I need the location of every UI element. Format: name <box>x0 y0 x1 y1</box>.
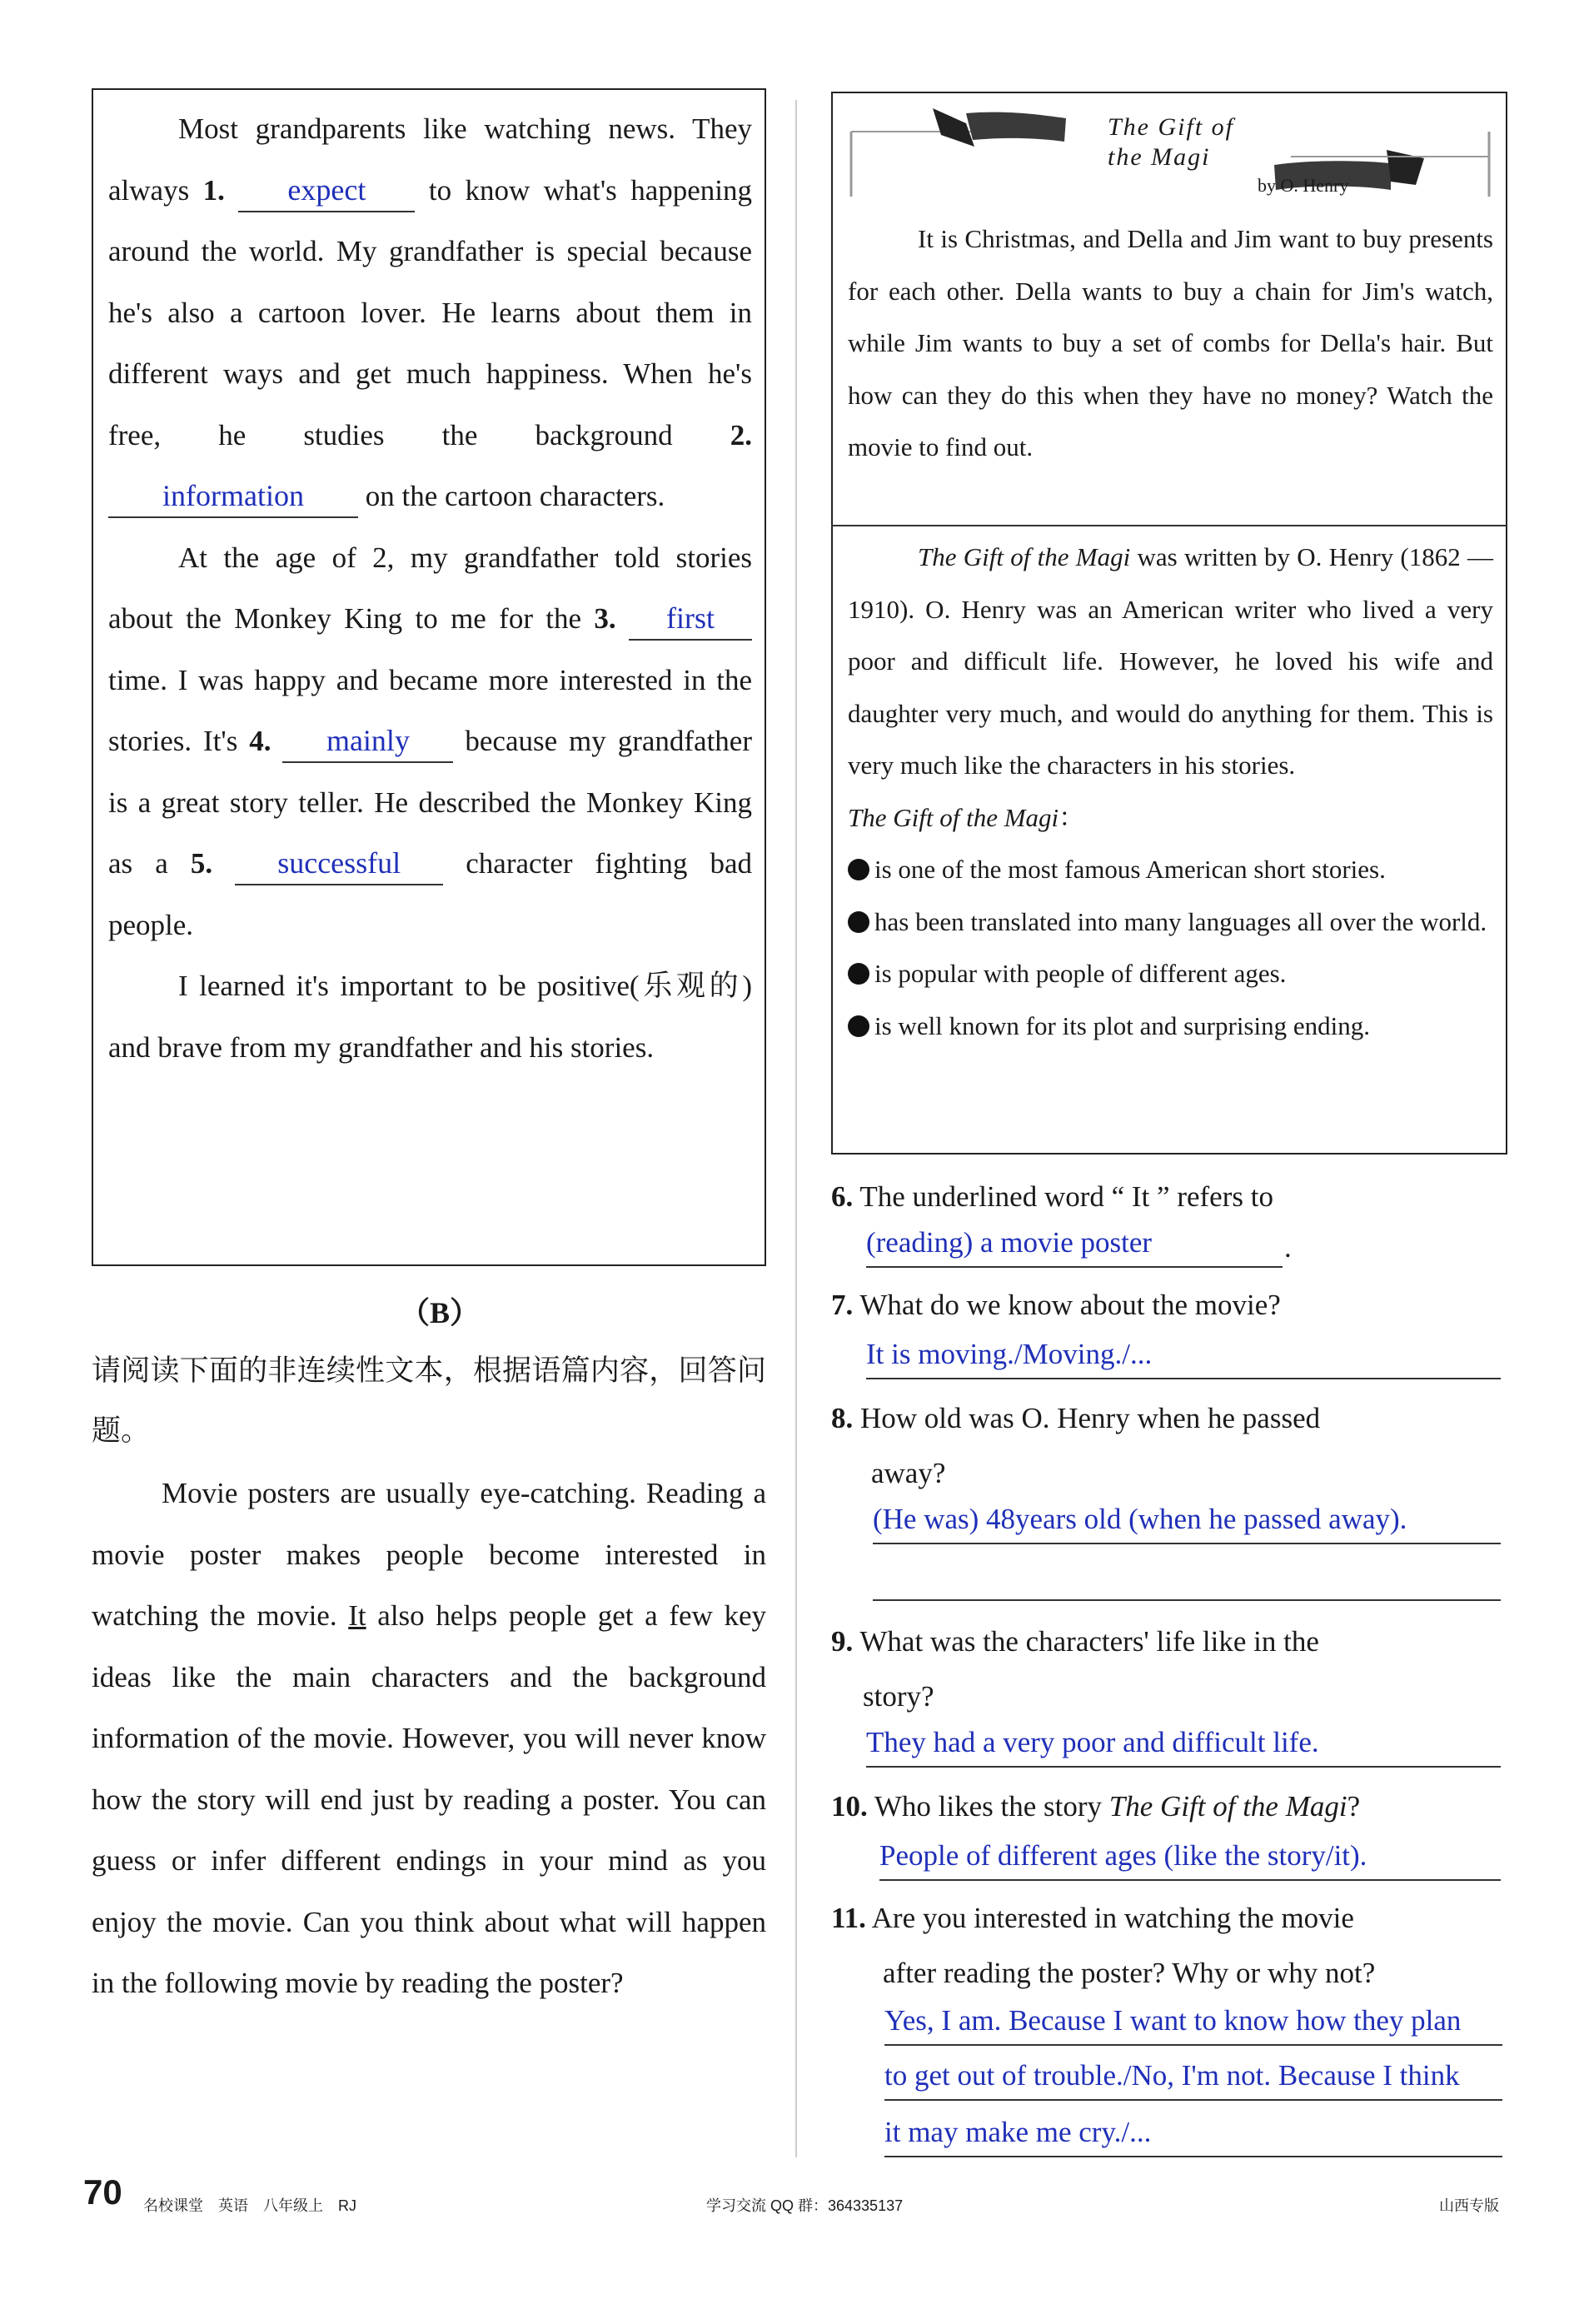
question-7: 7. What do we know about the movie? <box>831 1289 1281 1321</box>
poster-summary: It is Christmas, and Della and Jim want to buy presents for each other. Della wants to buy a chain for Jim's watch, while Jim wants to buy a set of combs for Della's hair. But how can they do this when they have no money? Watch the movie to find out. <box>848 224 1493 461</box>
question-11: 11. Are you interested in watching the movie <box>831 1902 1354 1934</box>
poster-bullet-1: is one of the most famous American short stories. <box>848 844 1493 896</box>
question-10: 10. Who likes the story The Gift of the Magi? <box>831 1790 1361 1823</box>
section-b-instruction: 请阅读下面的非连续性文本，根据语篇内容，回答问题。 <box>92 1354 766 1448</box>
poster-title-line1: The Gift of <box>1108 113 1235 141</box>
poster-bullet-3: is popular with people of different ages. <box>848 948 1493 1000</box>
blank-4[interactable]: mainly <box>282 721 453 763</box>
answer-11-line-1[interactable]: Yes, I am. Because I want to know how they plan <box>884 1997 1502 2046</box>
blank-2[interactable]: information <box>108 476 358 518</box>
answer-10[interactable]: People of different ages (like the story/it). <box>879 1833 1501 1881</box>
bullet-icon <box>848 911 869 933</box>
answer-8[interactable]: (He was) 48years old (when he passed away). <box>873 1496 1501 1544</box>
blank-1[interactable]: expect <box>238 170 415 212</box>
question-9: 9. What was the characters' life like in the <box>831 1625 1319 1658</box>
question-6: 6. The underlined word “ It ” refers to <box>831 1180 1273 1213</box>
edition-label: 山西专版 <box>1439 2197 1499 2214</box>
passage-a-text <box>108 98 752 1078</box>
poster-header-divider <box>831 525 1507 526</box>
bullet-icon <box>848 963 869 985</box>
poster-bio: The Gift of the Magi was written by O. Henry (1862 — 1910). O. Henry was an American writer who lived a very poor and difficult life. However, he loved his wife and daughter very much, and would do anything for them. This is very much like the characters in his stories. The Gift of the Magi： is one of the most famous American short stories. has been translated into many languages all over the world. is popular with people of different ages. is well known for its plot and surprising ending. <box>848 531 1493 1052</box>
poster-title-line2: the Magi <box>1108 143 1211 171</box>
passage-a-p2: At the age of 2, my grandfather told stories about the Monkey King to me for the 3. first time. I was happy and became more interested in the stories. It's 4. mainly because my grandfather is a great story teller. He described the Monkey King as a 5. successful character fighting bad people. <box>108 541 752 941</box>
poster-author: by O. Henry <box>1258 175 1349 196</box>
bullet-icon <box>848 859 869 880</box>
blank-5[interactable]: successful <box>235 843 443 885</box>
answer-11-line-2[interactable]: to get out of trouble./No, I'm not. Because I think <box>884 2052 1502 2101</box>
section-b-label: （B） <box>400 1296 481 1329</box>
question-8: 8. How old was O. Henry when he passed <box>831 1402 1321 1434</box>
qq-group: 学习交流 QQ 群：364335137 <box>706 2197 904 2214</box>
answer-7[interactable]: It is moving./Moving./... <box>866 1331 1501 1379</box>
passage-a-p1: Most grandparents like watching news. They always 1. expect to know what's happening around the world. My grandfather is special because he's also a cartoon lover. He learns about them in different ways and get much happiness. When he's free, he studies the background 2. information on the cartoon characters. <box>108 98 752 527</box>
poster-bullet-4: is well known for its plot and surprising ending. <box>848 1000 1493 1053</box>
column-divider <box>795 100 797 2157</box>
answer-6[interactable]: (reading) a movie poster <box>866 1219 1283 1268</box>
book-info: 名校课堂 英语 八年级上 RJ <box>143 2197 356 2214</box>
passage-a-p3: I learned it's important to be positive(乐观的) and brave from my grandfather and his stories. <box>108 970 752 1064</box>
answer-11-line-3[interactable]: it may make me cry./... <box>884 2109 1502 2157</box>
answer-8-extra-line[interactable] <box>873 1553 1501 1601</box>
section-b-paragraph: Movie posters are usually eye-catching. Reading a movie poster makes people become interested in watching the movie. It also helps people get a few key ideas like the main characters and the background information of the movie. However, you will never know how the story will end just by reading a poster. You can guess or infer different endings in your mind as you enjoy the movie. Can you think about what will happen in the following movie by reading the poster? <box>92 1477 766 1999</box>
underlined-it: It <box>348 1599 366 1632</box>
page-number: 70 <box>83 2172 122 2212</box>
answer-9[interactable]: They had a very poor and difficult life. <box>866 1719 1501 1768</box>
poster-bullet-2: has been translated into many languages all over the world. <box>848 896 1493 949</box>
blank-3[interactable]: first <box>629 598 752 641</box>
bullet-icon <box>848 1015 869 1037</box>
